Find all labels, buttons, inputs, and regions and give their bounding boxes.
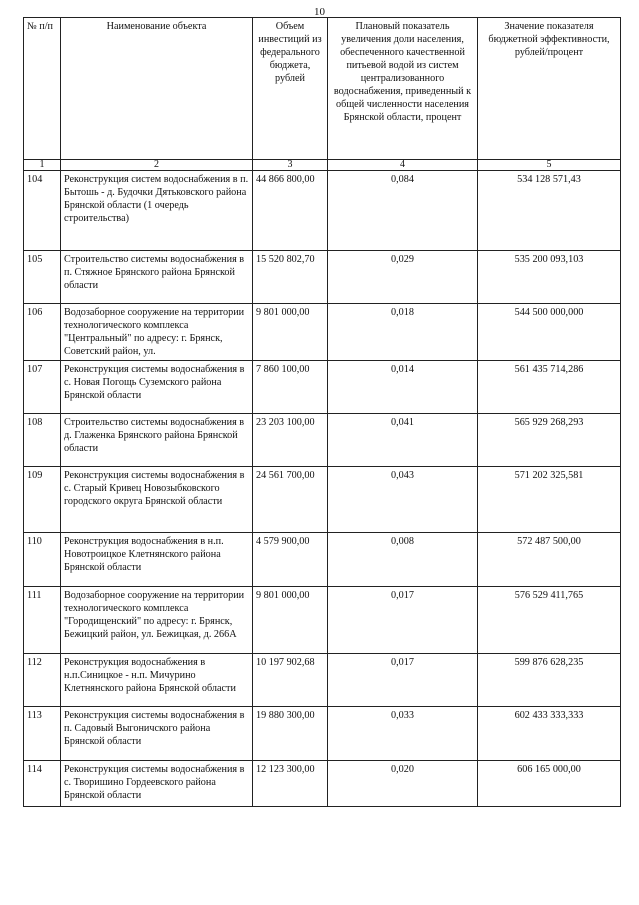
- investment-amount: 10 197 902,68: [253, 654, 328, 707]
- column-index: 5: [478, 160, 621, 171]
- row-number: 114: [24, 761, 61, 807]
- object-name: Реконструкция системы водоснабжения в с. Творишино Гордеевского района Брянской области: [61, 761, 253, 807]
- investment-table: [23, 17, 621, 807]
- table-row: [24, 587, 621, 654]
- investment-amount: 12 123 300,00: [253, 761, 328, 807]
- efficiency-value: 534 128 571,43: [478, 171, 621, 251]
- row-number: 108: [24, 414, 61, 467]
- population-share: 0,033: [328, 707, 478, 761]
- efficiency-value: 606 165 000,00: [478, 761, 621, 807]
- table-row: [24, 467, 621, 533]
- investment-amount: 23 203 100,00: [253, 414, 328, 467]
- investment-amount: 9 801 000,00: [253, 587, 328, 654]
- efficiency-value: 565 929 268,293: [478, 414, 621, 467]
- population-share: 0,041: [328, 414, 478, 467]
- efficiency-value: 561 435 714,286: [478, 361, 621, 414]
- efficiency-value: 535 200 093,103: [478, 251, 621, 304]
- table-row: [24, 761, 621, 807]
- row-number: 110: [24, 533, 61, 587]
- row-number: 111: [24, 587, 61, 654]
- population-share: 0,029: [328, 251, 478, 304]
- efficiency-value: 544 500 000,000: [478, 304, 621, 361]
- header-number: № п/п: [24, 18, 61, 160]
- column-index: 2: [61, 160, 253, 171]
- population-share: 0,008: [328, 533, 478, 587]
- table-row: [24, 533, 621, 587]
- table-row: [24, 707, 621, 761]
- row-number: 107: [24, 361, 61, 414]
- row-number: 112: [24, 654, 61, 707]
- investment-amount: 4 579 900,00: [253, 533, 328, 587]
- investment-amount: 15 520 802,70: [253, 251, 328, 304]
- table-row: [24, 654, 621, 707]
- investment-amount: 44 866 800,00: [253, 171, 328, 251]
- efficiency-value: 571 202 325,581: [478, 467, 621, 533]
- object-name: Реконструкция водоснабжения в н.п. Новотроицкое Клетнянского района Брянской области: [61, 533, 253, 587]
- object-name: Водозаборное сооружение на территории технологического комплекса "Центральный" по адресу: г. Брянск, Советский район, ул.: [61, 304, 253, 361]
- row-number: 113: [24, 707, 61, 761]
- row-number: 105: [24, 251, 61, 304]
- population-share: 0,017: [328, 654, 478, 707]
- header-population-share: Плановый показатель увеличения доли населения, обеспеченного качественной питьевой водой из систем централизованного водоснабжения, приведенный к общей численности населения Брянской области, процент: [328, 18, 478, 160]
- row-number: 106: [24, 304, 61, 361]
- table-header-row: [24, 18, 621, 160]
- object-name: Водозаборное сооружение на территории технологического комплекса "Городищенский" по адресу: г. Брянск, Бежицкий район, ул. Бежицкая, д. 266А: [61, 587, 253, 654]
- population-share: 0,017: [328, 587, 478, 654]
- object-name: Реконструкция систем водоснабжения в п. Бытошь - д. Будочки Дятьковского района Брянской области (1 очередь строительства): [61, 171, 253, 251]
- table-row: [24, 414, 621, 467]
- table-row: [24, 171, 621, 251]
- investment-amount: 7 860 100,00: [253, 361, 328, 414]
- table-row: [24, 361, 621, 414]
- investment-amount: 19 880 300,00: [253, 707, 328, 761]
- object-name: Строительство системы водоснабжения в п. Стяжное Брянского района Брянской области: [61, 251, 253, 304]
- column-index-row: [24, 160, 621, 171]
- table-row: [24, 251, 621, 304]
- row-number: 109: [24, 467, 61, 533]
- header-investment: Объем инвестиций из федерального бюджета, рублей: [253, 18, 328, 160]
- object-name: Реконструкция системы водоснабжения в п. Садовый Выгоничского района Брянской области: [61, 707, 253, 761]
- page-number: 10: [314, 6, 325, 18]
- population-share: 0,020: [328, 761, 478, 807]
- column-index: 3: [253, 160, 328, 171]
- efficiency-value: 602 433 333,333: [478, 707, 621, 761]
- object-name: Реконструкция системы водоснабжения в с. Старый Кривец Новозыбковского городского округа Брянской области: [61, 467, 253, 533]
- object-name: Реконструкция системы водоснабжения в с. Новая Погощь Суземского района Брянской области: [61, 361, 253, 414]
- efficiency-value: 576 529 411,765: [478, 587, 621, 654]
- efficiency-value: 572 487 500,00: [478, 533, 621, 587]
- efficiency-value: 599 876 628,235: [478, 654, 621, 707]
- population-share: 0,014: [328, 361, 478, 414]
- population-share: 0,084: [328, 171, 478, 251]
- investment-amount: 24 561 700,00: [253, 467, 328, 533]
- column-index: 4: [328, 160, 478, 171]
- table-body: [24, 171, 621, 807]
- investment-amount: 9 801 000,00: [253, 304, 328, 361]
- object-name: Строительство системы водоснабжения в д. Глаженка Брянского района Брянской области: [61, 414, 253, 467]
- population-share: 0,043: [328, 467, 478, 533]
- header-object-name: Наименование объекта: [61, 18, 253, 160]
- population-share: 0,018: [328, 304, 478, 361]
- row-number: 104: [24, 171, 61, 251]
- column-index: 1: [24, 160, 61, 171]
- header-efficiency: Значение показателя бюджетной эффективности, рублей/процент: [478, 18, 621, 160]
- table-row: [24, 304, 621, 361]
- object-name: Реконструкция водоснабжения в н.п.Синицкое - н.п. Мичурино Клетнянского района Брянской области: [61, 654, 253, 707]
